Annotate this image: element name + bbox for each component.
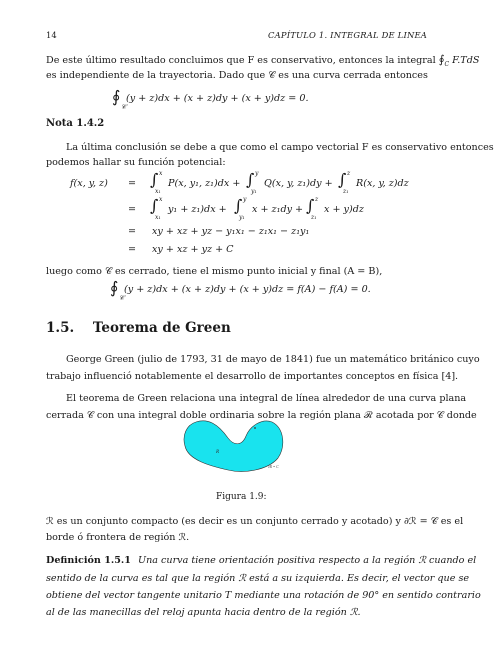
section-heading bbox=[46, 320, 231, 336]
integral-sign: ∫ bbox=[150, 196, 159, 215]
running-header: CAPÍTULO 1. INTEGRAL DE LINEA bbox=[268, 30, 428, 40]
section-title: Teorema de Green bbox=[92, 320, 231, 336]
integrand: F.TdS bbox=[452, 55, 480, 66]
region-label: R bbox=[216, 450, 220, 455]
upper-limit: y bbox=[243, 196, 247, 203]
lower-limit: y₁ bbox=[239, 214, 245, 221]
upper-limit: x bbox=[159, 170, 163, 177]
region-r-shape bbox=[184, 421, 283, 472]
boundary-point bbox=[254, 427, 256, 429]
contour-sub: 𝒞 bbox=[119, 294, 125, 302]
lower-limit: z₁ bbox=[343, 188, 349, 195]
paragraph-2-line-1: La última conclusión se debe a que como el campo vectorial F es conservativo entonces bbox=[66, 142, 494, 153]
equals-sign: = bbox=[128, 244, 137, 255]
expansion-row: xy + xz + yz − y₁x₁ − z₁x₁ − z₁y₁ bbox=[152, 226, 310, 237]
potential-lhs: f(x, y, z) bbox=[70, 178, 108, 189]
region-diagram bbox=[180, 416, 290, 476]
lower-limit: x₁ bbox=[155, 188, 161, 195]
nota-title: Nota 1.4.2 bbox=[46, 118, 105, 129]
term: x + y)dz bbox=[324, 204, 364, 215]
paragraph-2-line-2: podemos hallar su función potencial: bbox=[46, 157, 226, 168]
term: R(x, y, z)dz bbox=[356, 178, 409, 189]
equation-2-body: (y + z)dx + (x + z)dy + (x + y)dz = f(A) − f(A) = 0. bbox=[124, 284, 371, 295]
definition-line-2: sentido de la curva es tal que la región ℛ está a su izquierda. Es decir, el vector que se bbox=[46, 573, 470, 584]
integral-sign: ∫ bbox=[338, 170, 347, 189]
term: x + z₁dy + bbox=[252, 204, 304, 215]
paragraph-3: luego como 𝒞 es cerrado, tiene el mismo punto inicial y final (A = B), bbox=[46, 266, 383, 277]
equals-sign: = bbox=[128, 204, 137, 215]
section-number: 1.5. bbox=[46, 320, 75, 336]
term: P(x, y₁, z₁)dx + bbox=[168, 178, 241, 189]
paragraph-6-line-2: borde ó frontera de región ℛ. bbox=[46, 532, 190, 543]
equals-sign: = bbox=[128, 226, 137, 237]
result-row: xy + xz + yz + C bbox=[152, 244, 234, 255]
term: y₁ + z₁)dx + bbox=[168, 204, 227, 215]
definition-line-1 bbox=[46, 555, 476, 567]
upper-limit: x bbox=[159, 196, 163, 203]
upper-limit: z bbox=[315, 196, 319, 203]
contour-integral-sign: ∮ bbox=[110, 278, 119, 297]
paragraph-5-line-2: cerrada 𝒞 con una integral doble ordinaria sobre la región plana ℛ acotada por 𝒞 donde bbox=[46, 410, 477, 421]
potential-derivation bbox=[0, 168, 474, 258]
integral-sign: ∫ bbox=[246, 170, 255, 189]
definition-title: Definición 1.5.1 bbox=[46, 555, 131, 566]
integral-sign: ∫ bbox=[234, 196, 243, 215]
paragraph-4-line-1: George Green (julio de 1793, 31 de mayo de 1841) fue un matemático británico cuyo bbox=[66, 354, 480, 365]
equals-sign: = bbox=[128, 178, 137, 189]
upper-limit: y bbox=[255, 170, 259, 177]
upper-limit: z bbox=[347, 170, 351, 177]
figure-caption: Figura 1.9: bbox=[216, 492, 267, 502]
contour-sub: C bbox=[444, 60, 450, 68]
definition-line-3: obtiene del vector tangente unitario T mediante una rotación de 90° en sentido contrario bbox=[46, 590, 481, 601]
paragraph-1-text: De este último resultado concluimos que F es conservativo, entonces la integral bbox=[46, 55, 436, 66]
figure-green-region bbox=[180, 416, 290, 476]
lower-limit: y₁ bbox=[251, 188, 257, 195]
contour-integral-sign: ∮ bbox=[438, 53, 445, 66]
integral-sign: ∫ bbox=[150, 170, 159, 189]
contour-sub: 𝒞 bbox=[121, 103, 127, 111]
paragraph-1-line-2: es independiente de la trayectoria. Dado que 𝒞 es una curva cerrada entonces bbox=[46, 70, 428, 81]
definition-text: Una curva tiene orientación positiva respecto a la región ℛ cuando el bbox=[138, 555, 477, 566]
equation-1-body: (y + z)dx + (x + z)dy + (x + y)dz = 0. bbox=[126, 93, 309, 104]
paragraph-4-line-2: trabajo influenció notablemente el desarrollo de importantes conceptos en física [4]. bbox=[46, 371, 459, 382]
page-number: 14 bbox=[46, 30, 57, 40]
paragraph-1-line-1 bbox=[46, 54, 479, 71]
lower-limit: z₁ bbox=[311, 214, 317, 221]
lower-limit: x₁ bbox=[155, 214, 161, 221]
contour-integral-sign: ∮ bbox=[112, 87, 121, 106]
paragraph-6-line-1: ℛ es un conjunto compacto (es decir es un conjunto cerrado y acotado) y ∂ℛ = 𝒞 es el bbox=[46, 516, 464, 527]
definition-line-4: al de las manecillas del reloj apunta hacia dentro de la región ℛ. bbox=[46, 607, 361, 618]
boundary-label: ∂R = C bbox=[268, 465, 279, 469]
term: Q(x, y, z₁)dy + bbox=[264, 178, 333, 189]
paragraph-5-line-1: El teorema de Green relaciona una integral de línea alrededor de una curva plana bbox=[66, 393, 467, 404]
integral-sign: ∫ bbox=[306, 196, 315, 215]
